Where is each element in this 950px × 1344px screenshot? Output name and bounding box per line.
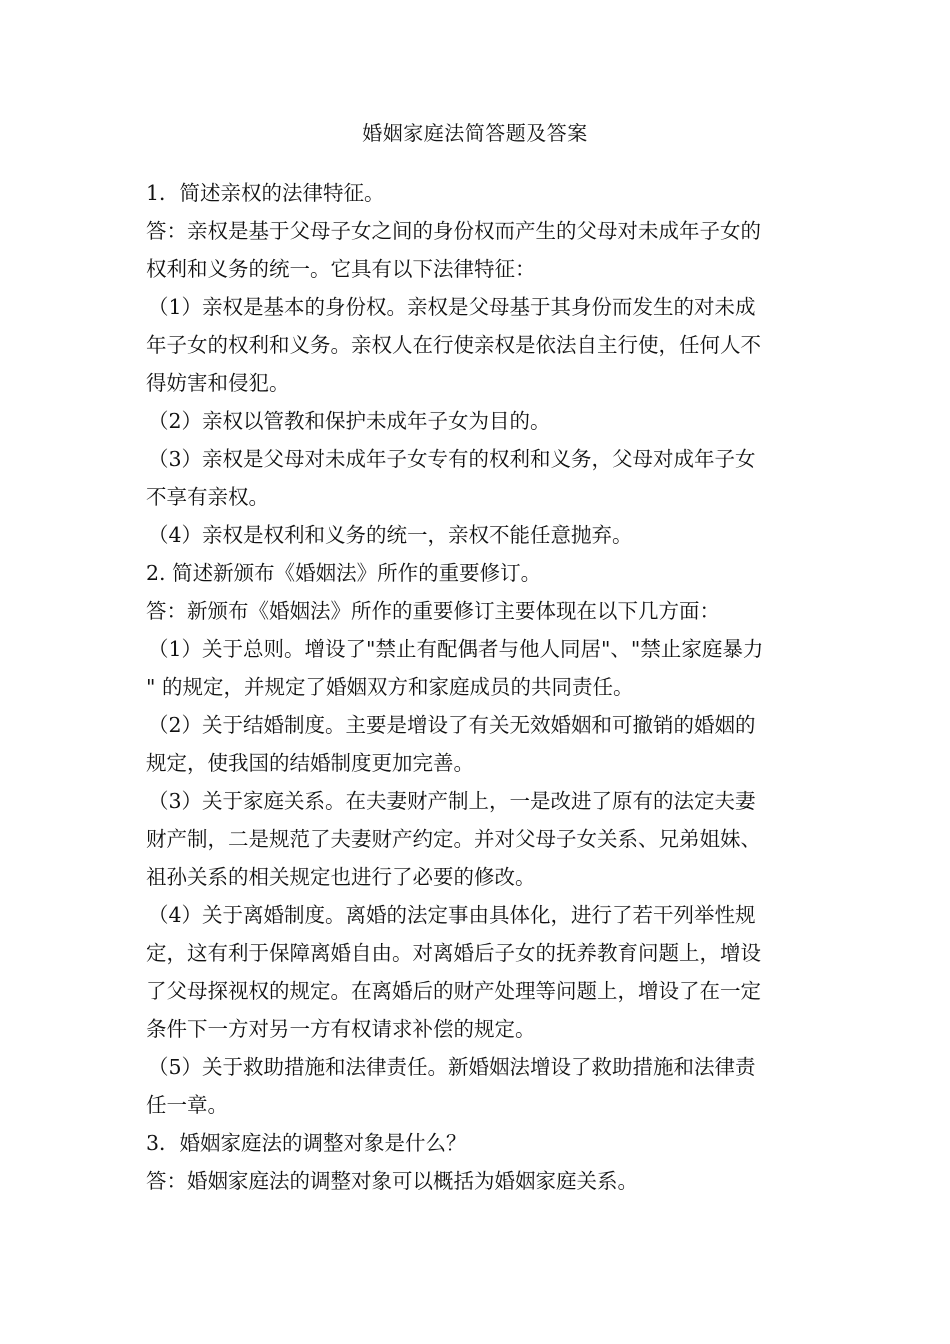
text-line: （2）关于结婚制度。主要是增设了有关无效婚姻和可撤销的婚姻的 — [148, 713, 756, 737]
text-line: 任一章。 — [146, 1093, 228, 1117]
text-line: （1）亲权是基本的身份权。亲权是父母基于其身份而发生的对未成 — [148, 295, 756, 319]
text-line: 答：婚姻家庭法的调整对象可以概括为婚姻家庭关系。 — [146, 1169, 638, 1193]
text-line: 规定，使我国的结婚制度更加完善。 — [146, 751, 474, 775]
text-line: （4）亲权是权利和义务的统一，亲权不能任意抛弃。 — [148, 523, 633, 547]
text-line: （4）关于离婚制度。离婚的法定事由具体化，进行了若干列举性规 — [148, 903, 756, 927]
text-line: 了父母探视权的规定。在离婚后的财产处理等问题上，增设了在一定 — [146, 979, 761, 1003]
text-line: 2. 简述新颁布《婚姻法》所作的重要修订。 — [146, 561, 542, 585]
text-line: （3）亲权是父母对未成年子女专有的权利和义务，父母对成年子女 — [148, 447, 756, 471]
text-line: 财产制，二是规范了夫妻财产约定。并对父母子女关系、兄弟姐妹、 — [146, 827, 761, 851]
text-line: （2）亲权以管教和保护未成年子女为目的。 — [148, 409, 551, 433]
text-line: （5）关于救助措施和法律责任。新婚姻法增设了救助措施和法律责 — [148, 1055, 756, 1079]
text-line: 1．简述亲权的法律特征。 — [146, 181, 385, 205]
document-body — [146, 174, 810, 1200]
text-line: 3．婚姻家庭法的调整对象是什么？ — [146, 1131, 467, 1155]
text-line: （1）关于总则。增设了"禁止有配偶者与他人同居"、"禁止家庭暴力 — [148, 637, 764, 661]
text-line: " 的规定，并规定了婚姻双方和家庭成员的共同责任。 — [146, 675, 634, 699]
text-line: 年子女的权利和义务。亲权人在行使亲权是依法自主行使，任何人不 — [146, 333, 761, 357]
text-line: 祖孙关系的相关规定也进行了必要的修改。 — [146, 865, 536, 889]
text-line: 条件下一方对另一方有权请求补偿的规定。 — [146, 1017, 536, 1041]
document-title: 婚姻家庭法简答题及答案 — [362, 121, 588, 145]
text-line: 得妨害和侵犯。 — [146, 371, 290, 395]
text-line: 不享有亲权。 — [146, 485, 269, 509]
text-line: （3）关于家庭关系。在夫妻财产制上，一是改进了原有的法定夫妻 — [148, 789, 756, 813]
text-line: 权利和义务的统一。它具有以下法律特征： — [146, 257, 536, 281]
text-line: 答：亲权是基于父母子女之间的身份权而产生的父母对未成年子女的 — [146, 219, 761, 243]
text-line: 答：新颁布《婚姻法》所作的重要修订主要体现在以下几方面： — [146, 599, 720, 623]
text-line: 定，这有利于保障离婚自由。对离婚后子女的抚养教育问题上，增设 — [146, 941, 761, 965]
